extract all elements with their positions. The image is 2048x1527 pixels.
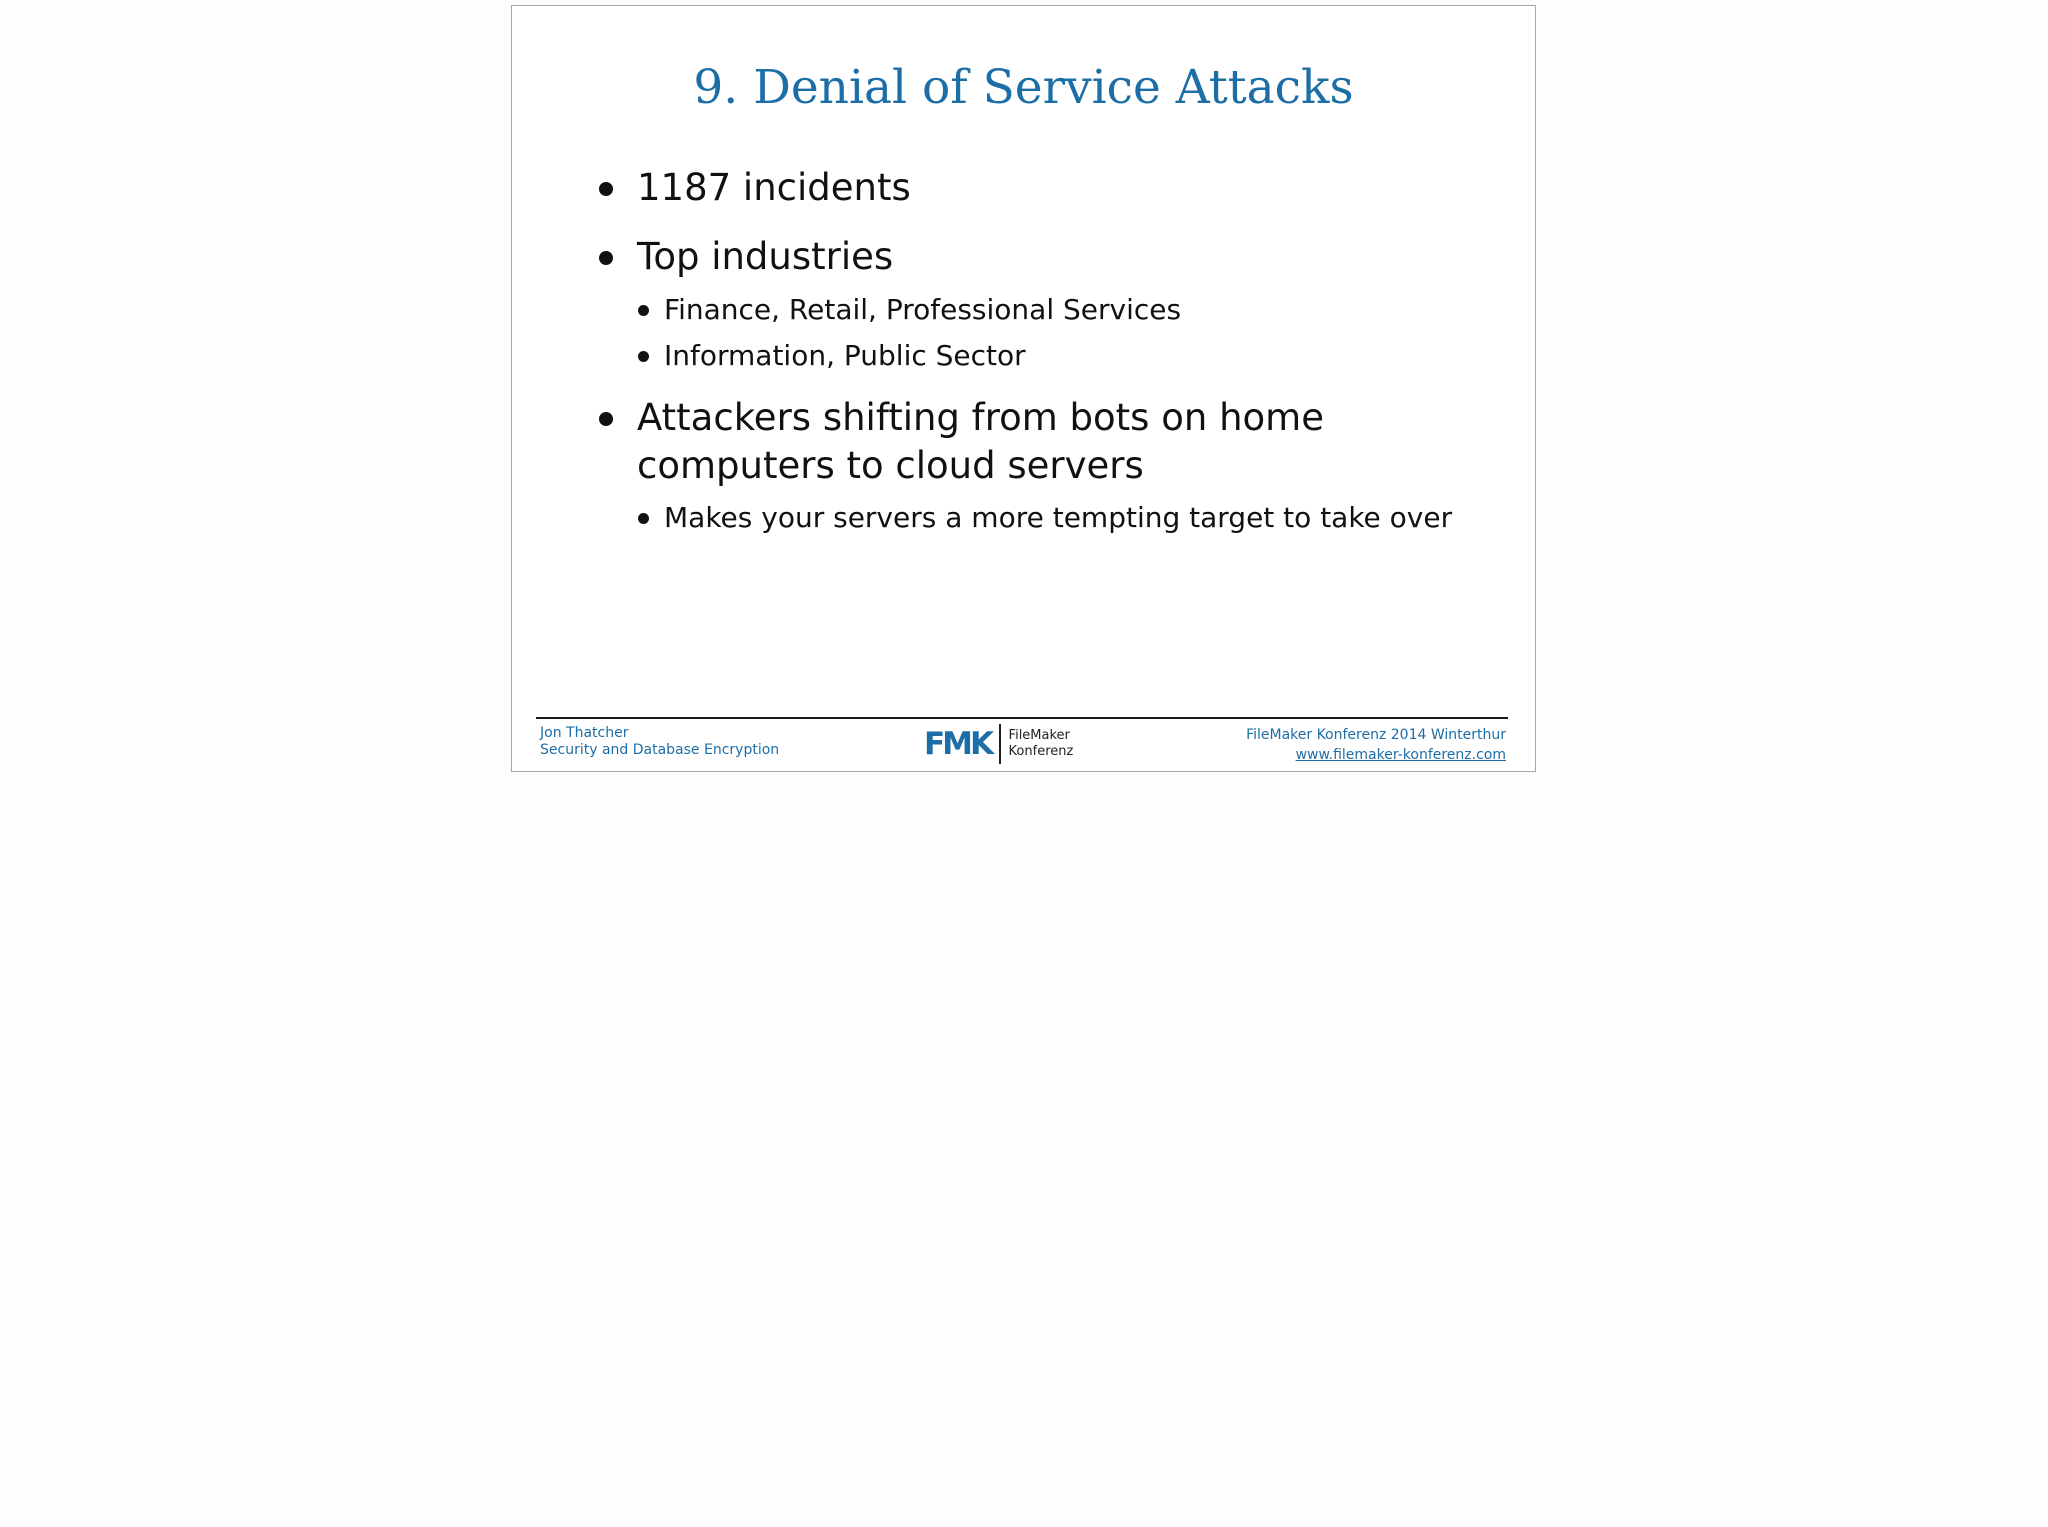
bullet-list [512, 6, 1535, 771]
sub-bullet-item [664, 338, 1504, 374]
footer-event [1246, 725, 1506, 765]
bullet-item [637, 394, 1397, 490]
sub-bullet-text: Information, Public Sector [664, 339, 1026, 372]
footer-event-name: FileMaker Konferenz 2014 Winterthur [1246, 727, 1506, 743]
slide-title: 9. Denial of Service Attacks [693, 60, 1354, 115]
logo-line-filemaker: FileMaker [1008, 728, 1070, 743]
fmk-logo-text [1009, 728, 1074, 760]
sub-bullet-text: Finance, Retail, Professional Services [664, 293, 1182, 326]
footer-presenter [540, 725, 779, 759]
fmk-logo [924, 722, 1073, 766]
sub-bullet-text: Makes your servers a more tempting target to take over [664, 501, 1453, 534]
footer-author: Jon Thatcher [540, 725, 629, 741]
bullet-dot-icon [638, 305, 649, 316]
bullet-dot-icon [638, 351, 649, 362]
footer-url-link[interactable]: www.filemaker-konferenz.com [1295, 747, 1506, 763]
bullet-dot-icon [599, 251, 613, 265]
bullet-text: Top industries [637, 235, 894, 278]
footer-divider [536, 717, 1508, 719]
bullet-text: 1187 incidents [637, 166, 911, 209]
sub-bullet-item [664, 292, 1504, 328]
fmk-logo-mark: FMK [924, 725, 992, 762]
bullet-dot-icon [599, 412, 613, 426]
bullet-dot-icon [638, 513, 649, 524]
slide [511, 5, 1536, 772]
bullet-item [637, 164, 1397, 212]
sub-bullet-item [664, 500, 1504, 536]
footer-talk-title: Security and Database Encryption [540, 742, 780, 758]
bullet-item [637, 233, 1397, 281]
bullet-text: Attackers shifting from bots on home computers to cloud servers [637, 396, 1324, 487]
logo-line-konferenz: Konferenz [1008, 744, 1074, 759]
bullet-dot-icon [599, 182, 613, 196]
logo-divider [999, 724, 1001, 764]
